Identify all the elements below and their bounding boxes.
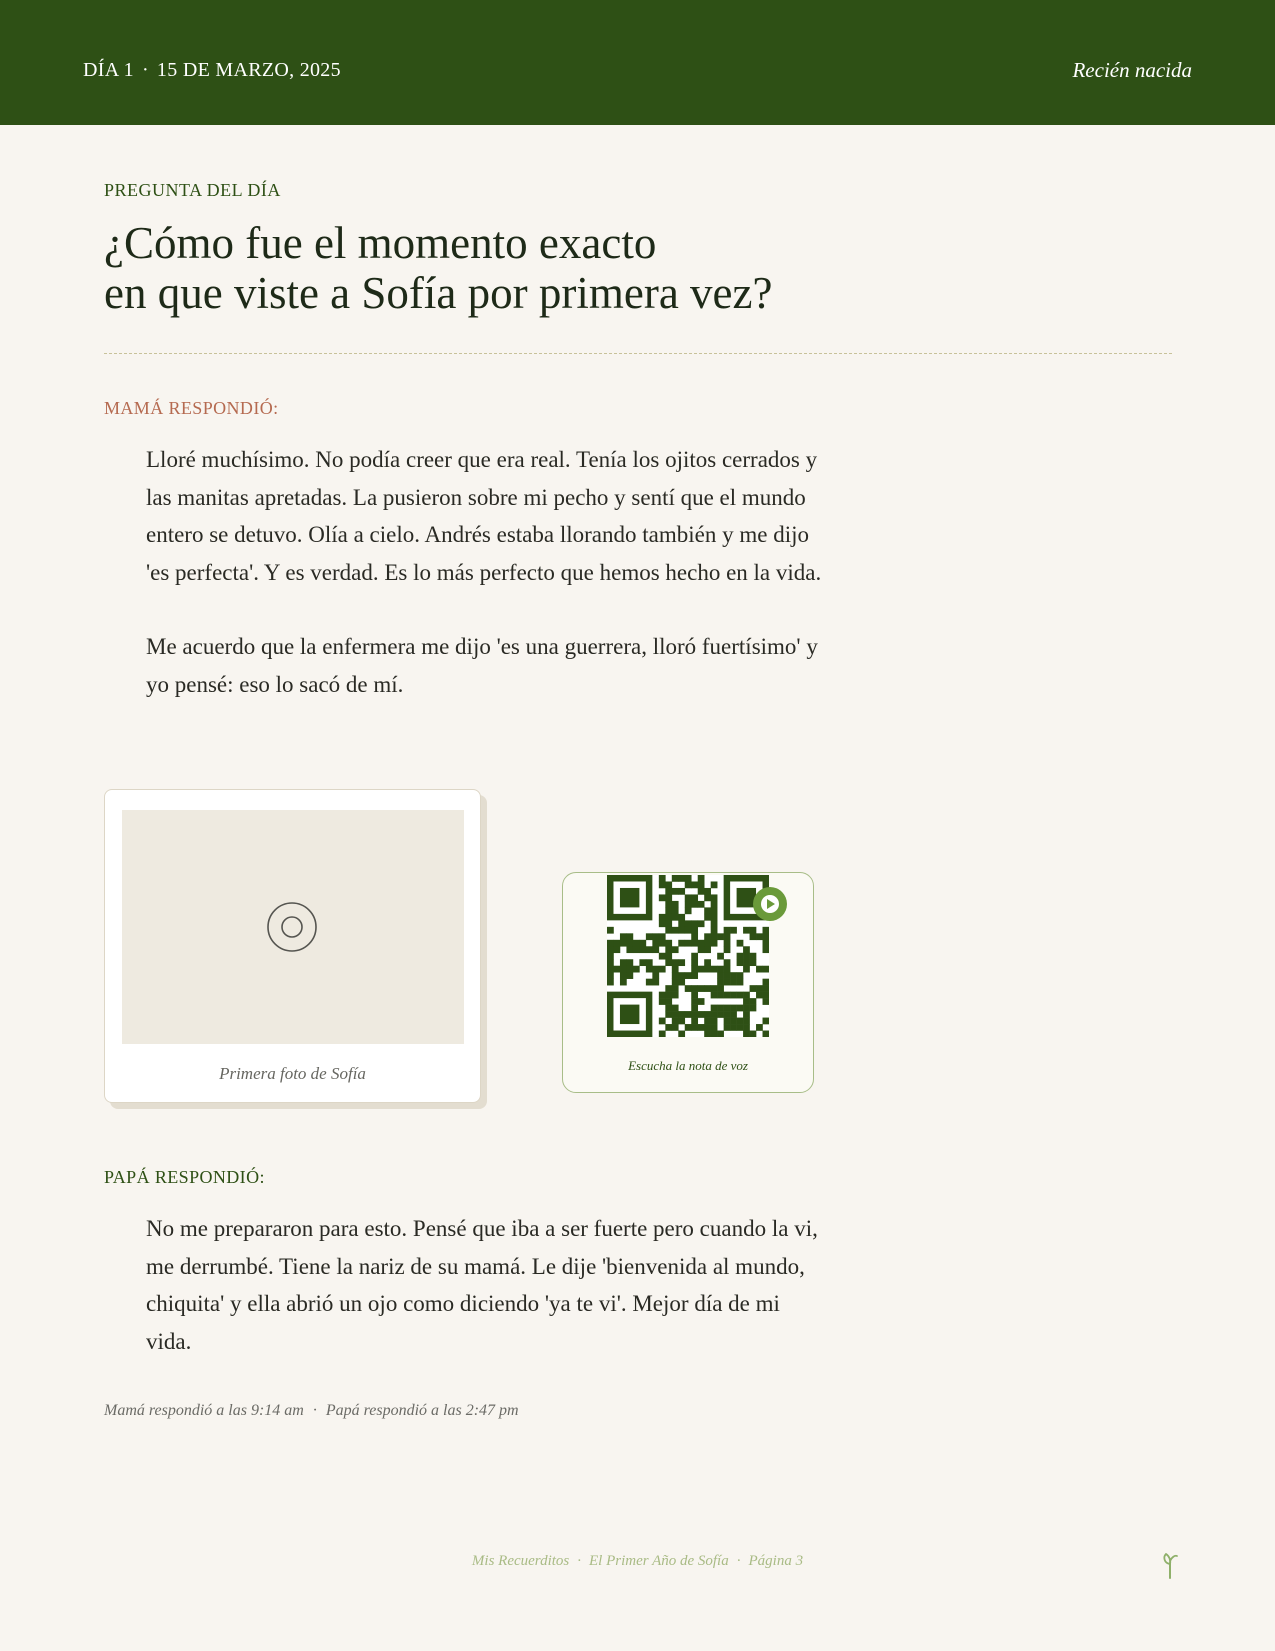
mom-paragraph-2: Me acuerdo que la enfermera me dijo 'es una guerrera, lloró fuertísimo' y yo pensé: eso lo sacó de mí.: [146, 634, 818, 697]
dad-paragraph-1: No me prepararon para esto. Pensé que iba a ser fuerte pero cuando la vi, me derrumbé. Tiene la nariz de su mamá. Le dije 'bienvenida al mundo, chiquita' y ella abrió un ojo como diciendo 'ya te vi'. Mejor día de mi vida.: [146, 1216, 818, 1354]
mom-answer-label: MAMÁ RESPONDIÓ:: [104, 398, 279, 418]
page-header: [0, 0, 1275, 125]
header-separator: ·: [141, 59, 149, 81]
mom-answer: [146, 441, 826, 740]
footer-brand: Mis Recuerditos: [471, 1553, 570, 1569]
voice-note-card[interactable]: [562, 872, 814, 1093]
voice-note-caption: Escucha la nota de voz: [628, 1058, 748, 1073]
footer-page-number: Página 3: [748, 1553, 804, 1569]
dashed-divider: [104, 353, 1172, 354]
photo-caption: Primera foto de Sofía: [219, 1064, 366, 1083]
question-line-1: ¿Cómo fue el momento exacto: [104, 218, 657, 268]
play-icon[interactable]: [753, 887, 787, 921]
photo-card[interactable]: [104, 789, 481, 1103]
meta-separator: ·: [312, 1402, 317, 1419]
footer-separator-1: ·: [577, 1553, 582, 1569]
dad-answer: [146, 1210, 826, 1397]
question-title: [104, 218, 1004, 318]
footer-separator-2: ·: [736, 1553, 741, 1569]
response-times: [104, 1402, 519, 1420]
day-label: DÍA 1: [83, 59, 134, 81]
footer-book: El Primer Año de Sofía: [589, 1553, 729, 1569]
page-footer: [0, 1553, 1275, 1570]
dad-answer-label: PAPÁ RESPONDIÓ:: [104, 1167, 265, 1187]
mom-response-time: Mamá respondió a las 9:14 am: [104, 1402, 304, 1419]
mom-paragraph-1: Lloré muchísimo. No podía creer que era real. Tenía los ojitos cerrados y las manitas apretadas. La pusieron sobre mi pecho y sentí que el mundo entero se detuvo. Olía a cielo. Andrés estaba llorando también y me dijo 'es perfecta'. Y es verdad. Es lo más perfecto que hemos hecho en la vida.: [146, 447, 822, 585]
day-date: [83, 59, 341, 82]
photo-placeholder[interactable]: [122, 810, 464, 1044]
camera-icon: [267, 902, 317, 952]
question-label: PREGUNTA DEL DÍA: [104, 180, 281, 200]
dad-response-time: Papá respondió a las 2:47 pm: [325, 1402, 519, 1419]
question-line-2: en que viste a Sofía por primera vez?: [104, 268, 773, 318]
date-label: 15 DE MARZO, 2025: [156, 59, 341, 81]
sprout-icon: [1160, 1551, 1180, 1579]
qr-code[interactable]: [607, 875, 769, 1037]
stage-label: Recién nacida: [1072, 58, 1192, 82]
